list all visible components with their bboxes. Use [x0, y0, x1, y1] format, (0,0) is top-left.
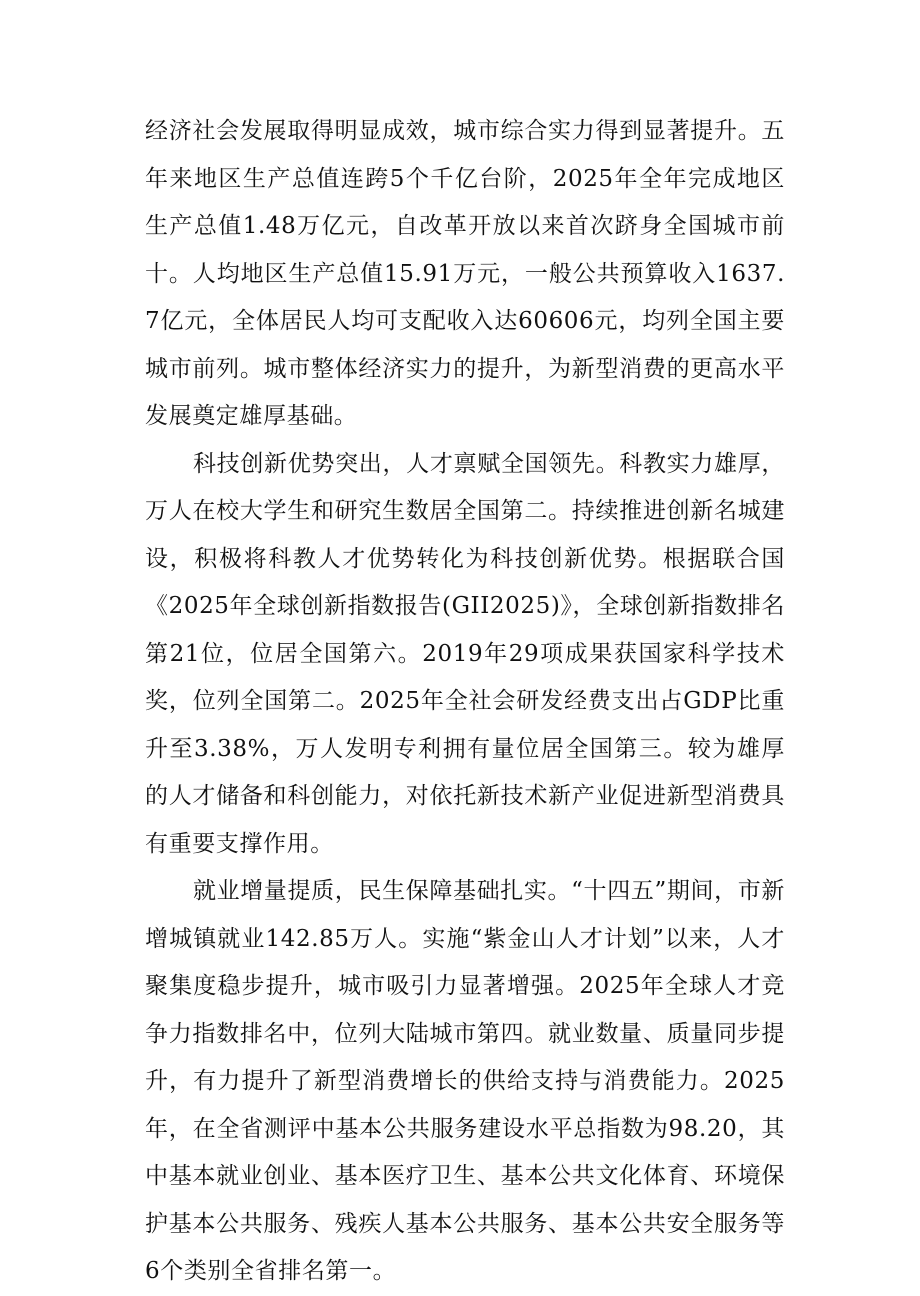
paragraph-employment: 就业增量提质，民生保障基础扎实。“十四五”期间，市新增城镇就业142.85万人。实施“紫金山人才计划”以来，人才聚集度稳步提升，城市吸引力显著增强。2025年全球人才竞争力指数排名中，位列大陆城市第四。就业数量、质量同步提升，有力提升了新型消费增长的供给支持与消费能力。2025年，在全省测评中基本公共服务建设水平总指数为98.20，其中基本就业创业、基本医疗卫生、基本公共文化体育、环境保护基本公共服务、残疾人基本公共服务、基本公共安全服务等6个类别全省排名第一。: [145, 878, 785, 1284]
paragraph-innovation: 科技创新优势突出，人才禀赋全国领先。科教实力雄厚，万人在校大学生和研究生数居全国第二。持续推进创新名城建设，积极将科教人才优势转化为科技创新优势。根据联合国《2025年全球创新指数报告(GII2025)》，全球创新指数排名第21位，位居全国第六。2019年29项成果获国家科学技术奖，位列全国第二。2025年全社会研发经费支出占GDP比重升至3.38%，万人发明专利拥有量位居全国第三。较为雄厚的人才储备和科创能力，对依托新技术新产业促进新型消费具有重要支撑作用。: [145, 450, 785, 857]
paragraph-economy: 经济社会发展取得明显成效，城市综合实力得到显著提升。五年来地区生产总值连跨5个千亿台阶，2025年全年完成地区生产总值1.48万亿元，自改革开放以来首次跻身全国城市前十。人均地区生产总值15.91万元，一般公共预算收入1637.7亿元，全体居民人均可支配收入达60606元，均列全国主要城市前列。城市整体经济实力的提升，为新型消费的更高水平发展奠定雄厚基础。: [145, 118, 785, 429]
document-body: [145, 108, 785, 1296]
